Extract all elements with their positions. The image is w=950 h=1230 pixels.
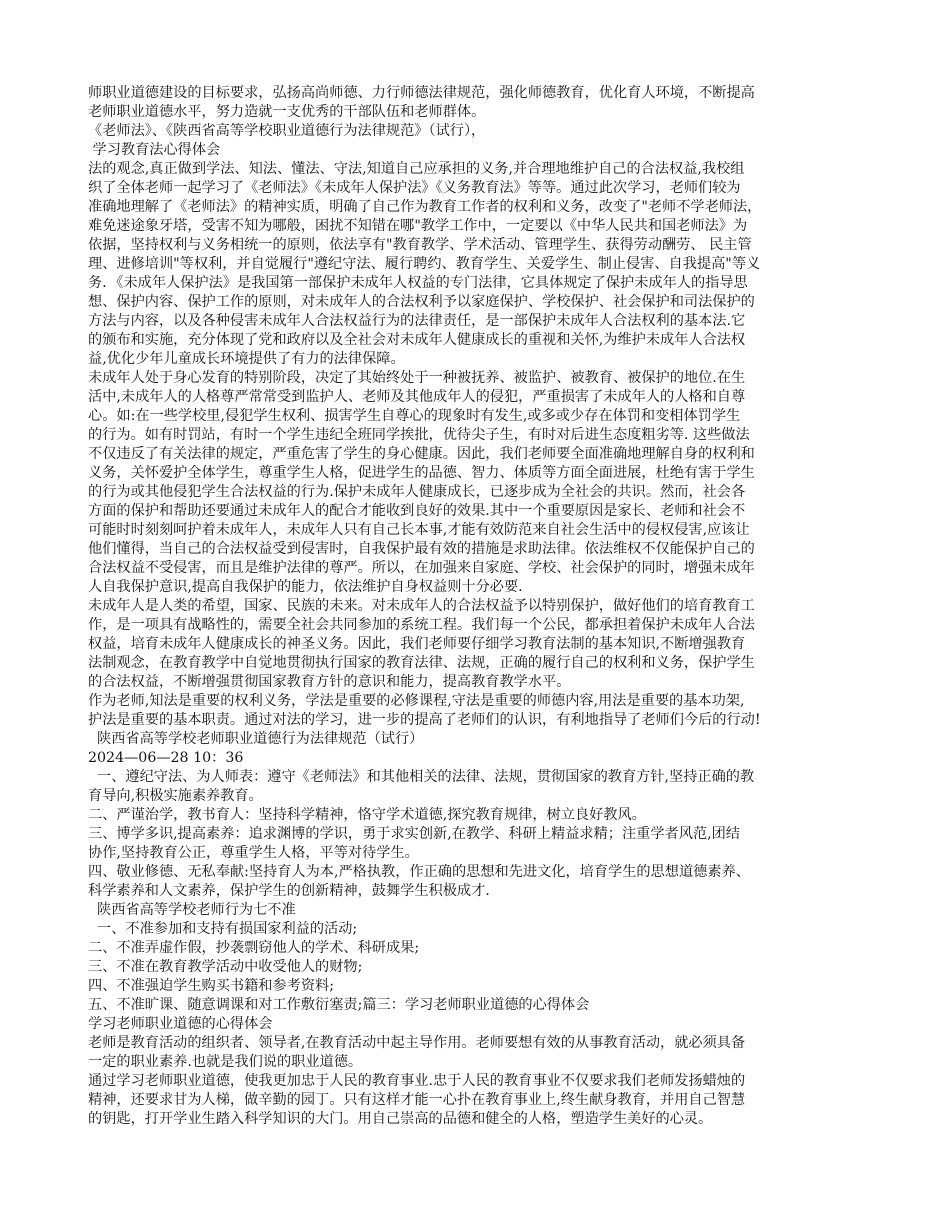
text-line: 的合法权益，不断增强贯彻国家教育方针的意识和能力，提高教育教学水平。 <box>88 674 571 690</box>
text-line: 的颁布和实施，充分体现了党和政府以及全社会对未成年人健康成长的重视和关怀,为维护未成年人合法权 <box>88 332 746 348</box>
text-line: 老师是教育活动的组织者、领导者,在教育活动中起主导作用。老师要想有效的从事教育活动，就必须具备 <box>88 1035 746 1051</box>
text-line: 方法与内容，以及各种侵害未成年人合法权益行为的法律责任，是一部保护未成年人合法权利的基本法.它 <box>88 313 746 329</box>
text-line: 依据，坚持权利与义务相统一的原则，依法享有"教育教学、学术活动、管理学生、获得劳动酬劳、 民主管 <box>88 237 752 253</box>
text-line: 的行为。如有时罚站，有时一个学生违纪全班同学挨批，优待尖子生，有时对后进生态度粗劣等. 这些做法 <box>88 427 750 443</box>
text-line: 法的观念,真正做到学法、知法、懂法、守法,知道自己应承担的义务,并合理地维护自己的合法权益,我校组 <box>88 161 745 177</box>
text-line: 学习老师职业道德的心得体会 <box>88 1016 273 1032</box>
text-line: 护法是重要的基本职责。通过对法的学习，进一步的提高了老师们的认识，有利地指导了老师们今后的行动! <box>88 712 761 728</box>
text-line: 理、进修培训"等权利，并自觉履行"遵纪守法、履行聘约、教育学生、关爱学生、制止侵害、自我提高"等义 <box>88 256 761 272</box>
text-line: 不仅违反了有关法律的规定，严重危害了学生的身心健康。因此，我们老师要全面准确地理解自身的权利和 <box>88 446 755 462</box>
text-line: 陕西省高等学校老师行为七不准 <box>88 902 296 918</box>
text-line: 他们懂得，当自己的合法权益受到侵害时，自我保护最有效的措施是求助法律。依法维权不仅能保护自己的 <box>88 541 755 557</box>
text-line: 通过学习老师职业道德，使我更加忠于人民的教育事业.忠于人民的教育事业不仅要求我们老师发扬蜡烛的 <box>88 1073 746 1089</box>
text-line: 可能时时刻刻呵护着未成年人，未成年人只有自己长本事,才能有效防范来自社会生活中的侵权侵害,应该让 <box>88 522 750 538</box>
text-line: 五、不准旷课、随意调课和对工作敷衍塞责;篇三：学习老师职业道德的心得体会 <box>88 997 590 1013</box>
text-line: 科学素养和人文素养，保护学生的创新精神，鼓舞学生积极成才. <box>88 883 490 899</box>
text-line: 合法权益不受侵害，而且是维护法律的尊严。所以，在加强来自家庭、学校、社会保护的同时，增强未成年 <box>88 560 755 576</box>
text-line: 人自我保护意识,提高自我保护的能力，依法维护自身权益则十分必要. <box>88 579 523 595</box>
text-line: 育导向,积极实施素养教育。 <box>88 788 263 804</box>
text-line: 益,优化少年儿童成长环境提供了有力的法律保障。 <box>88 351 405 367</box>
text-line: 师职业道德建设的目标要求，弘扬高尚师德、力行师德法律规范，强化师德教育，优化育人环境，不断提高 <box>88 85 755 101</box>
text-line: 活中,未成年人的人格尊严常常受到监护人、老师及其他成年人的侵犯，严重损害了未成年人的人格和自尊 <box>88 389 746 405</box>
text-line: 义务，关怀爱护全体学生，尊重学生人格，促进学生的品德、智力、体质等方面全面进展，杜绝有害于学生 <box>88 465 755 481</box>
text-line: 的钥匙，打开学业生踏入科学知识的大门。用自己崇高的品德和健全的人格，塑造学生美好的心灵。 <box>88 1111 713 1127</box>
text-line: 学习教育法心得体会 <box>88 142 221 158</box>
text-line: 四、不准强迫学生购买书籍和参考资料; <box>88 978 334 994</box>
text-line: 2024—06—28 10：36 <box>88 750 244 766</box>
text-line: 未成年人是人类的希望，国家、民族的未来。对未成年人的合法权益予以特别保护，做好他们的培育教育工 <box>88 598 755 614</box>
text-line: 想、保护内容、保护工作的原则，对未成年人的合法权利予以家庭保护、学校保护、社会保护和司法保护的 <box>88 294 755 310</box>
text-line: 三、不准在教育教学活动中收受他人的财物; <box>88 959 363 975</box>
text-line: 作为老师,知法是重要的权利义务，学法是重要的必修课程,守法是重要的师德内容,用法是重要的基本功架, <box>88 693 745 709</box>
text-line: 老师职业道德水平，努力造就一支优秀的干部队伍和老师群体。 <box>88 104 486 120</box>
text-line: 法制观念，在教育教学中自觉地贯彻执行国家的教育法律、法规，正确的履行自己的权利和义务，保护学生 <box>88 655 755 671</box>
text-line: 精神，还要求甘为人梯，做辛勤的园丁。只有这样才能一心扑在教育事业上,终生献身教育，并用自己智慧 <box>88 1092 746 1108</box>
text-line: 心。如:在一些学校里,侵犯学生权利、损害学生自尊心的现象时有发生,或多或少存在体罚和变相体罚学生 <box>88 408 741 424</box>
text-line: 三、博学多识,提高素养：追求渊博的学识，勇于求实创新,在教学、科研上精益求精；注重学者风范,团结 <box>88 826 740 842</box>
text-line: 务．《未成年人保护法》是我国第一部保护未成年人权益的专门法律，它具体规定了保护未成年人的指导思 <box>88 275 748 291</box>
text-line: 权益，培育未成年人健康成长的神圣义务。因此，我们老师要仔细学习教育法制的基本知识,不断增强教育 <box>88 636 746 652</box>
text-line: 一、不准参加和支持有损国家利益的活动; <box>88 921 358 937</box>
text-line: 未成年人处于身心发育的特别阶段，决定了其始终处于一种被抚养、被监护、被教育、被保护的地位.在生 <box>88 370 746 386</box>
text-line: 的行为或其他侵犯学生合法权益的行为.保护未成年人健康成长，已逐步成为全社会的共识。然而，社会各 <box>88 484 746 500</box>
text-line: 方面的保护和帮助还要通过未成年人的配合才能收到良好的效果.其中一个重要原因是家长、老师和社会不 <box>88 503 746 519</box>
text-line: 协作,坚持教育公正，尊重学生人格，平等对待学生。 <box>88 845 419 861</box>
text-line: 四、敬业修德、无私奉献:坚持育人为本,严格执教，作正确的思想和先进文化，培育学生的思想道德素养、 <box>88 864 750 880</box>
text-line: 织了全体老师一起学习了《老师法》《未成年人保护法》《义务教育法》等等。通过此次学习，老师们较为 <box>88 180 741 196</box>
text-line: 《老师法》、《陕西省高等学校职业道德行为法律规范》（试行）， <box>88 123 486 139</box>
text-line: 作，是一项具有战略性的，需要全社会共同参加的系统工程。我们每一个公民，都承担着保护未成年人合法 <box>88 617 755 633</box>
text-line: 一、遵纪守法、为人师表：遵守《老师法》和其他相关的法律、法规，贯彻国家的教育方针,坚持正确的教 <box>88 769 755 785</box>
text-line: 二、不准弄虚作假，抄袭剽窃他人的学术、科研成果; <box>88 940 420 956</box>
text-line: 二、严谨治学，教书育人：坚持科学精神，恪守学术道德,探究教育规律，树立良好教风。 <box>88 807 646 823</box>
document-page <box>88 84 868 1129</box>
text-line: 陕西省高等学校老师职业道德行为法律规范（试行） <box>88 731 424 747</box>
text-line: 一定的职业素养.也就是我们说的职业道德。 <box>88 1054 363 1070</box>
text-line: 准确地理解了《老师法》的精神实质，明确了自己作为教育工作者的权利和义务，改变了"老师不学老师法， <box>88 199 762 215</box>
text-line: 难免迷途象牙塔，受害不知为哪般，困扰不知错在哪"教学工作中，一定要以《中华人民共和国老师法》为 <box>88 218 748 234</box>
